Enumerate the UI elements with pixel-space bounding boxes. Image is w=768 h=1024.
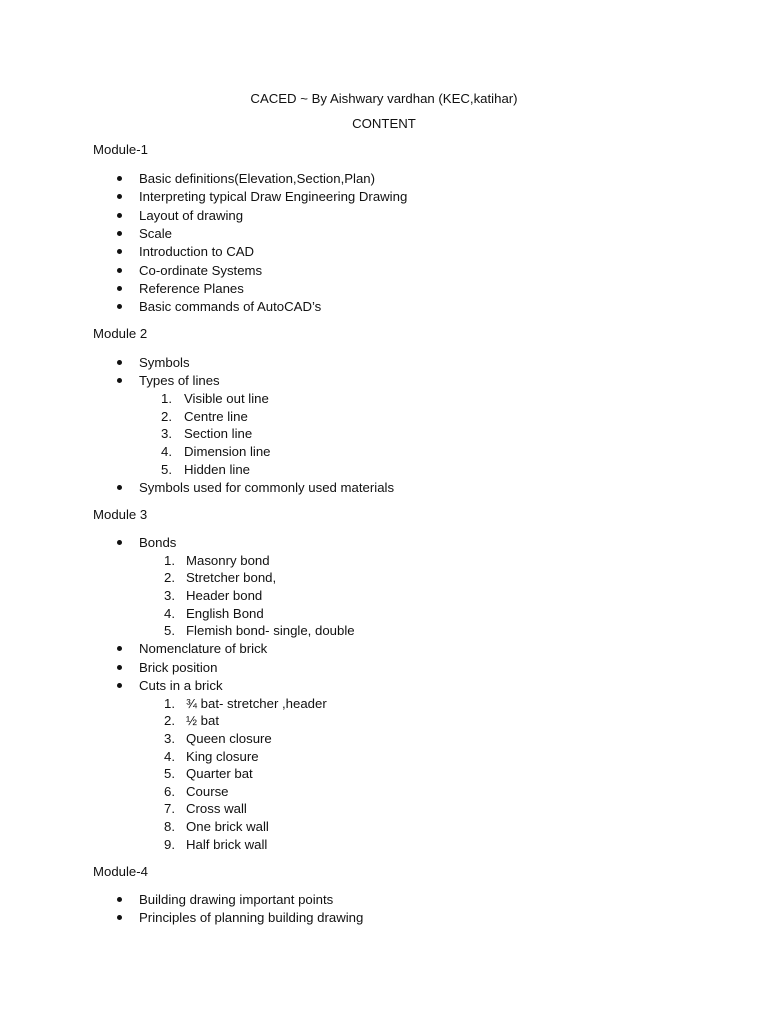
- list-item: Symbols: [139, 355, 190, 370]
- list-item: Nomenclature of brick: [139, 641, 268, 657]
- sub-item-number: 5.: [164, 623, 175, 639]
- module-heading: Module-4: [93, 864, 148, 879]
- sub-list-item: ¾ bat- stretcher ,header: [186, 695, 327, 711]
- bullet-icon: [117, 378, 122, 383]
- list-item: Scale: [139, 225, 172, 241]
- sub-item-number: 1.: [161, 391, 172, 407]
- sub-item-number: 1.: [164, 695, 175, 711]
- module-heading: Module 2: [93, 326, 148, 341]
- bullet-icon: [117, 286, 122, 291]
- bullet-icon: [117, 249, 122, 254]
- list-item: Basic definitions(Elevation,Section,Plan): [139, 171, 376, 186]
- sub-item-number: 4.: [161, 443, 172, 459]
- document-title: CACED ~ By Aishwary vardhan (KEC,katihar): [250, 91, 518, 106]
- sub-item-number: 2.: [161, 408, 172, 424]
- sub-item-number: 5.: [161, 461, 172, 477]
- bullet-icon: [117, 646, 122, 651]
- list-item: Building drawing important points: [139, 892, 334, 907]
- module-heading: Module-1: [93, 142, 148, 157]
- sub-list-item: Course: [186, 783, 229, 799]
- bullet-icon: [117, 304, 122, 309]
- sub-list-item: Header bond: [186, 588, 263, 603]
- sub-item-number: 4.: [164, 605, 175, 621]
- sub-item-number: 9.: [164, 836, 175, 852]
- sub-list-item: Queen closure: [186, 730, 272, 746]
- list-item: Symbols used for commonly used materials: [139, 479, 395, 495]
- list-item: Principles of planning building drawing: [139, 910, 364, 926]
- sub-list-item: King closure: [186, 748, 259, 764]
- bullet-icon: [117, 176, 122, 181]
- bullet-icon: [117, 268, 122, 273]
- sub-list-item: One brick wall: [186, 818, 269, 834]
- sub-item-number: 4.: [164, 748, 175, 764]
- list-item: Introduction to CAD: [139, 244, 255, 260]
- bullet-icon: [117, 485, 122, 490]
- sub-item-number: 8.: [164, 818, 175, 834]
- bullet-icon: [117, 540, 122, 545]
- sub-list-item: Masonry bond: [186, 552, 270, 568]
- sub-list-item: ½ bat: [186, 713, 219, 729]
- sub-list-item: Dimension line: [184, 443, 271, 459]
- module-heading: Module 3: [93, 507, 148, 522]
- bullet-icon: [117, 360, 122, 365]
- sub-list-item: Visible out line: [184, 391, 269, 407]
- document-subtitle: CONTENT: [352, 116, 416, 131]
- sub-item-number: 7.: [164, 801, 175, 817]
- sub-item-number: 3.: [164, 730, 175, 746]
- sub-list-item: Flemish bond- single, double: [186, 623, 355, 639]
- sub-list-item: Quarter bat: [186, 766, 253, 782]
- sub-item-number: 1.: [164, 552, 175, 568]
- list-item: Reference Planes: [139, 280, 244, 296]
- bullet-icon: [117, 213, 122, 218]
- list-item: Co-ordinate Systems: [139, 262, 263, 278]
- sub-item-number: 5.: [164, 766, 175, 782]
- bullet-icon: [117, 683, 122, 688]
- sub-list-item: Half brick wall: [186, 836, 268, 852]
- list-item: Basic commands of AutoCAD’s: [139, 299, 322, 315]
- bullet-icon: [117, 915, 122, 920]
- list-item: Interpreting typical Draw Engineering Drawing: [139, 189, 408, 205]
- sub-list-item: English Bond: [186, 605, 264, 621]
- sub-item-number: 2.: [164, 713, 175, 729]
- bullet-icon: [117, 897, 122, 902]
- list-item: Cuts in a brick: [139, 677, 223, 693]
- bullet-icon: [117, 194, 122, 199]
- sub-list-item: Stretcher bond,: [186, 570, 277, 586]
- sub-item-number: 2.: [164, 570, 175, 586]
- sub-item-number: 3.: [161, 426, 172, 442]
- sub-list-item: Centre line: [184, 408, 248, 424]
- bullet-icon: [117, 231, 122, 236]
- sub-item-number: 6.: [164, 783, 175, 799]
- sub-list-item: Hidden line: [184, 461, 250, 477]
- bullet-icon: [117, 665, 122, 670]
- sub-list-item: Section line: [184, 426, 253, 442]
- list-item: Brick position: [139, 659, 218, 675]
- list-item: Bonds: [139, 535, 177, 550]
- sub-list-item: Cross wall: [186, 801, 247, 817]
- list-item: Types of lines: [139, 373, 220, 389]
- list-item: Layout of drawing: [139, 207, 244, 223]
- sub-item-number: 3.: [164, 588, 175, 603]
